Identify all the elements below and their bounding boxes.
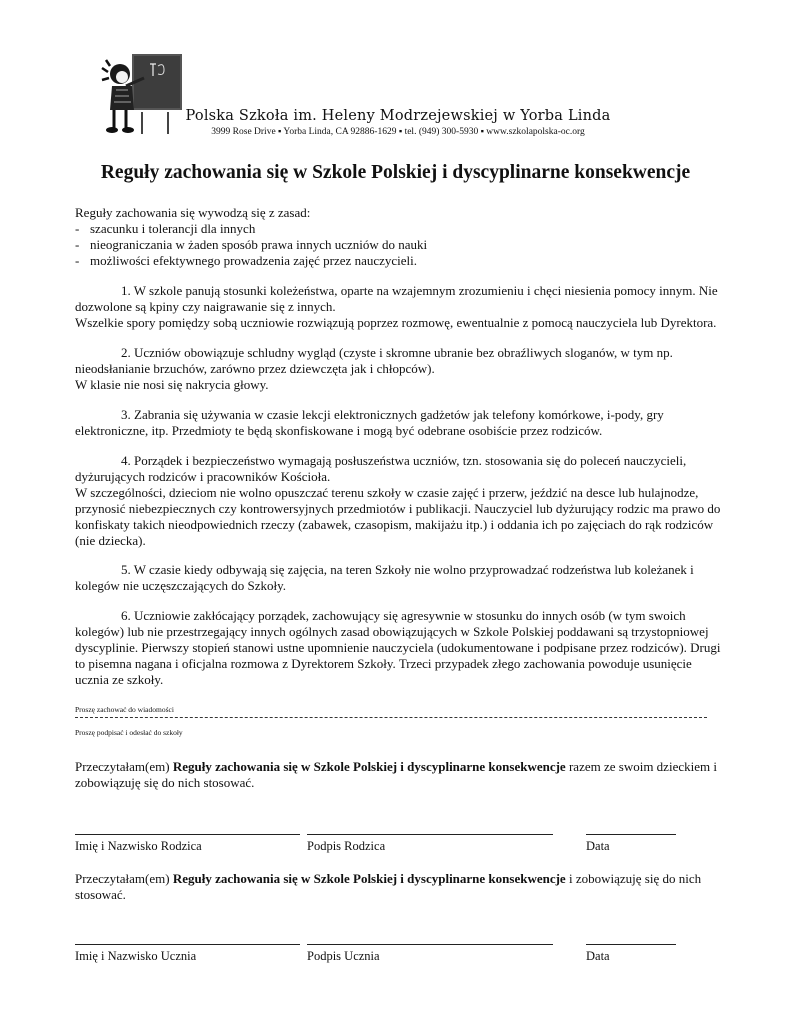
parent-date-field[interactable] — [586, 834, 676, 835]
intro-item: - szacunku i tolerancji dla innych — [75, 221, 256, 236]
student-signature-field[interactable] — [307, 944, 553, 945]
parent-signature-label: Podpis Rodzica — [307, 839, 386, 853]
intro-block — [75, 205, 751, 269]
student-acknowledgment: Przeczytałam(em) Reguły zachowania się w Szkole Polskiej i dyscyplinarne konsekwencje i zobowiązuję się do nich stosować. — [75, 871, 702, 902]
intro-item: - nieograniczania w żaden sposób prawa innych uczniów do nauki — [75, 237, 428, 252]
student-date-field[interactable] — [586, 944, 676, 945]
rule-1: 1. W szkole panują stosunki koleżeństwa, oparte na wzajemnym zrozumieniu i chęci niesienia pomocy innym. Nie dozwolone są kpiny czy naigrawanie się z innych. Wszelkie spory pomiędzy sobą uczniowie rozwiązują poprzez rozmowę, ewentualnie z pomocą nauczyciela lub Dyrektora. — [75, 283, 718, 330]
rule-4: 4. Porządek i bezpieczeństwo wymagają posłuszeństwa uczniów, tzn. stosowania się do poleceń nauczycieli, dyżurujących rodziców i pracowników Kościoła. W szczególności, dzieciom nie wolno opuszczać terenu szkoły w czasie zajęć i przerw, jeździć na desce lub hulajnodze, przynosić niebezpiecznych czy kontrowersyjnych przedmiotów i publikacji. Nauczyciel lub dyżurujący rodzic ma prawo do konfiskaty takich nieodpowiednich rzeczy (zabawek, czasopism, makijażu itp.) i oddania ich po zajęciach do rąk rodziców (nie dziecka). — [75, 453, 721, 548]
parent-date-label: Data — [586, 839, 610, 853]
student-date-label: Data — [586, 949, 610, 963]
document-title: Reguły zachowania się w Szkole Polskiej i dyscyplinarne konsekwencje — [100, 162, 691, 183]
rule-3: 3. Zabrania się używania w czasie lekcji elektronicznych gadżetów jak telefony komórkowe, i-pody, gry elektroniczne, itp. Przedmioty te będą skonfiskowane i mogą być odebrane osobiście przez rodziców. — [75, 407, 664, 438]
school-name: Polska Szkoła im. Heleny Modrzejewskiej w Yorba Linda — [185, 108, 611, 124]
rule-2: 2. Uczniów obowiązuje schludny wygląd (czyste i skromne ubranie bez obraźliwych sloganów, w tym np. nieodsłanianie brzuchów, zarówno przez dziewczęta jak i chłopców). W klasie nie nosi się nakrycia głowy. — [75, 345, 673, 392]
student-name-label: Imię i Nazwisko Ucznia — [75, 949, 197, 963]
intro-lead: Reguły zachowania się wywodzą się z zasad: — [75, 205, 311, 220]
school-address: 3999 Rose Drive ▪ Yorba Linda, CA 92886-1629 ▪ tel. (949) 300-5930 ▪ www.szkolapolska-oc.org — [211, 127, 585, 137]
child-at-blackboard-logo — [98, 50, 186, 140]
return-note: Proszę podpisać i odesłać do szkoły — [75, 728, 183, 737]
cut-line — [75, 717, 707, 718]
keep-note: Proszę zachować do wiadomości — [75, 705, 174, 714]
rule-6: 6. Uczniowie zakłócający porządek, zachowujący się agresywnie w stosunku do innych osób (w tym swoich kolegów) lub nie przestrzegający innych ogólnych zasad obowiązujących w Szkole Polskiej poddawani są trzystopniowej dyscyplinie. Pierwszy stopień stanowi ustne upomnienie nauczyciela (udokumentowane i podpisane przez rodziców). Drugi to pisemna nagana i oficjalna rozmowa z Dyrektorem Szkoły. Trzeci przypadek złego zachowania powoduje usunięcie ucznia ze szkoły. — [75, 608, 721, 687]
parent-signature-field[interactable] — [307, 834, 553, 835]
parent-name-label: Imię i Nazwisko Rodzica — [75, 839, 202, 853]
intro-item: - możliwości efektywnego prowadzenia zajęć przez nauczycieli. — [75, 253, 417, 268]
student-signature-label: Podpis Ucznia — [307, 949, 380, 963]
rule-5: 5. W czasie kiedy odbywają się zajęcia, na teren Szkoły nie wolno przyprowadzać rodzeństwa lub koleżanek i kolegów nie uczęszczających do Szkoły. — [75, 562, 694, 593]
parent-acknowledgment: Przeczytałam(em) Reguły zachowania się w Szkole Polskiej i dyscyplinarne konsekwencje razem ze swoim dzieckiem i zobowiązuję się do nich stosować. — [75, 759, 717, 790]
parent-name-field[interactable] — [75, 834, 300, 835]
student-name-field[interactable] — [75, 944, 300, 945]
